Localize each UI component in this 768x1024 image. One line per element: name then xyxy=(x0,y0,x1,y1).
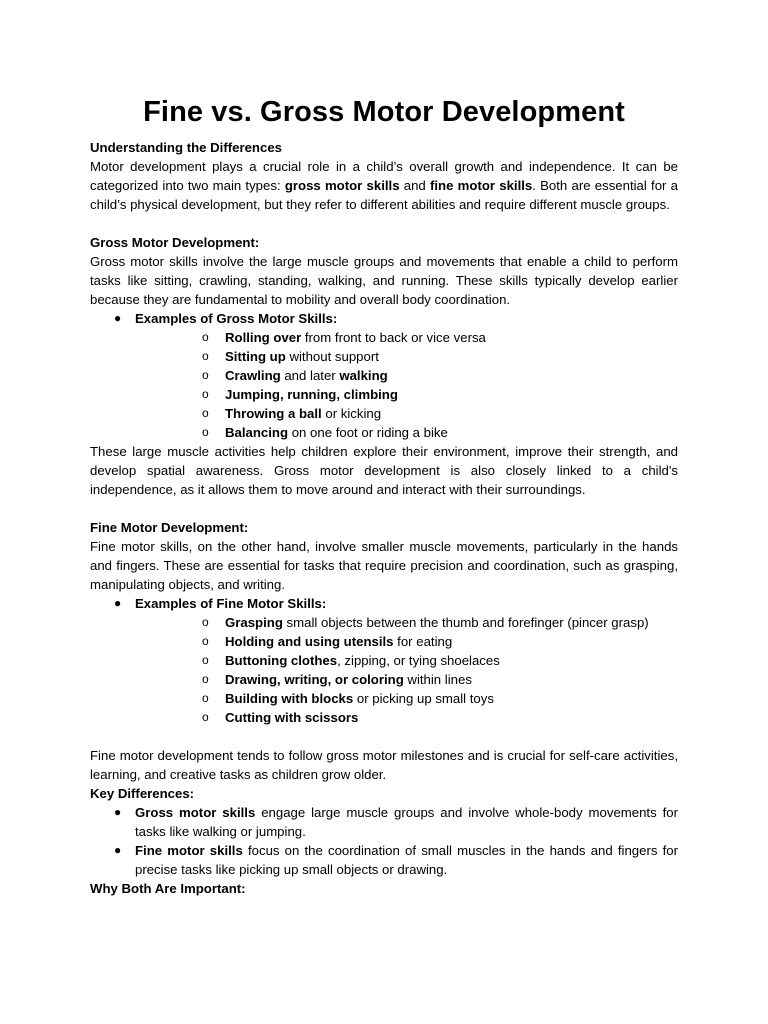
gross-heading: Gross Motor Development: xyxy=(90,235,260,250)
example-bold: Building with blocks xyxy=(225,691,354,706)
circle-bullet-icon: o xyxy=(202,368,209,382)
differences-list xyxy=(90,803,678,879)
example-bold: Sitting up xyxy=(225,349,286,364)
intro-paragraph xyxy=(90,157,678,214)
importance-heading: Why Both Are Important: xyxy=(90,881,246,896)
intro-bold-gross: gross motor skills xyxy=(284,178,400,193)
circle-bullet-icon: o xyxy=(202,387,209,401)
example-text: from front to back or vice versa xyxy=(301,330,486,345)
circle-bullet-icon: o xyxy=(202,653,209,667)
intro-text-a: Motor development plays a crucial role in a child’s overall growth and independence. It can be categorized into two main types: xyxy=(90,159,678,193)
list-item xyxy=(135,366,678,385)
circle-bullet-icon: o xyxy=(202,349,209,363)
fine-description: Fine motor skills, on the other hand, involve smaller muscle movements, particularly in the hands and fingers. These are essential for tasks that require precision and coordination, such as grasping, manipulating objects, and writing. xyxy=(90,539,678,592)
circle-bullet-icon: o xyxy=(202,406,209,420)
example-text: without support xyxy=(285,349,379,364)
fine-examples-label: Examples of Fine Motor Skills: xyxy=(135,596,327,611)
intro-text-c: and xyxy=(399,178,430,193)
bullet-icon: ● xyxy=(114,843,122,857)
document-title: Fine vs. Gross Motor Development xyxy=(143,96,625,128)
spacer xyxy=(90,727,678,746)
document-page xyxy=(90,92,678,898)
example-bold: Crawling xyxy=(225,368,281,383)
example-bold: Grasping xyxy=(225,615,283,630)
list-item xyxy=(135,670,678,689)
difference-bold: Gross motor skills xyxy=(135,805,256,820)
example-bold: Cutting with scissors xyxy=(225,710,359,725)
example-bold: Holding and using utensils xyxy=(225,634,394,649)
circle-bullet-icon: o xyxy=(202,615,209,629)
example-text: , zipping, or tying shoelaces xyxy=(337,653,500,668)
example-text: and later xyxy=(280,368,340,383)
example-bold: Drawing, writing, or coloring xyxy=(225,672,404,687)
example-bold: Buttoning clothes xyxy=(225,653,338,668)
example-text: small objects between the thumb and forefinger (pincer grasp) xyxy=(282,615,649,630)
list-item xyxy=(90,803,678,841)
example-text: or kicking xyxy=(321,406,382,421)
example-text: within lines xyxy=(403,672,472,687)
intro-heading: Understanding the Differences xyxy=(90,140,282,155)
fine-heading: Fine Motor Development: xyxy=(90,520,249,535)
gross-examples-label: Examples of Gross Motor Skills: xyxy=(135,311,338,326)
example-bold: Jumping, running, climbing xyxy=(225,387,398,402)
gross-description: Gross motor skills involve the large muscle groups and movements that enable a child to perform tasks like sitting, crawling, standing, walking, and running. These skills typically develop earlier because they are fundamental to mobility and overall body coordination. xyxy=(90,254,678,307)
list-item xyxy=(135,613,678,632)
difference-text: focus on the coordination of small muscles in the hands and fingers for precise tasks like picking up small objects or drawing. xyxy=(135,843,679,877)
list-item xyxy=(135,423,678,442)
spacer xyxy=(90,214,678,233)
circle-bullet-icon: o xyxy=(202,425,209,439)
spacer xyxy=(90,499,678,518)
fine-bullet-list xyxy=(90,594,678,727)
example-bold: Balancing xyxy=(225,425,289,440)
fine-examples-list xyxy=(135,613,678,727)
circle-bullet-icon: o xyxy=(202,691,209,705)
list-item xyxy=(90,841,678,879)
difference-text: engage large muscle groups and involve whole-body movements for tasks like walking or jumping. xyxy=(135,805,678,839)
bullet-icon: ● xyxy=(114,596,122,610)
list-item xyxy=(135,347,678,366)
example-bold: Throwing a ball xyxy=(225,406,322,421)
gross-examples-list xyxy=(135,328,678,442)
list-item xyxy=(135,651,678,670)
list-item xyxy=(135,404,678,423)
bullet-icon: ● xyxy=(114,805,122,819)
example-text: or picking up small toys xyxy=(353,691,494,706)
example-bold: walking xyxy=(339,368,388,383)
bullet-icon: ● xyxy=(114,311,122,325)
circle-bullet-icon: o xyxy=(202,672,209,686)
example-text: on one foot or riding a bike xyxy=(288,425,448,440)
list-item xyxy=(90,594,678,727)
circle-bullet-icon: o xyxy=(202,634,209,648)
example-bold: Rolling over xyxy=(225,330,302,345)
list-item xyxy=(135,385,678,404)
gross-bullet-list xyxy=(90,309,678,442)
fine-closing: Fine motor development tends to follow gross motor milestones and is crucial for self-care activities, learning, and creative tasks as children grow older. xyxy=(90,748,678,782)
list-item xyxy=(90,309,678,442)
example-text: for eating xyxy=(393,634,453,649)
circle-bullet-icon: o xyxy=(202,330,209,344)
gross-closing: These large muscle activities help children explore their environment, improve their strength, and develop spatial awareness. Gross motor development is also closely linked to a child's independence, as it allows them to move around and interact with their surroundings. xyxy=(90,444,678,497)
intro-bold-fine: fine motor skills xyxy=(430,178,533,193)
intro-text-e: . Both are essential for a child’s physical development, but they refer to different abilities and require different muscle groups. xyxy=(90,178,678,212)
circle-bullet-icon: o xyxy=(202,710,209,724)
list-item xyxy=(135,328,678,347)
difference-bold: Fine motor skills xyxy=(135,843,243,858)
list-item xyxy=(135,708,678,727)
differences-heading: Key Differences: xyxy=(90,786,195,801)
list-item xyxy=(135,632,678,651)
list-item xyxy=(135,689,678,708)
